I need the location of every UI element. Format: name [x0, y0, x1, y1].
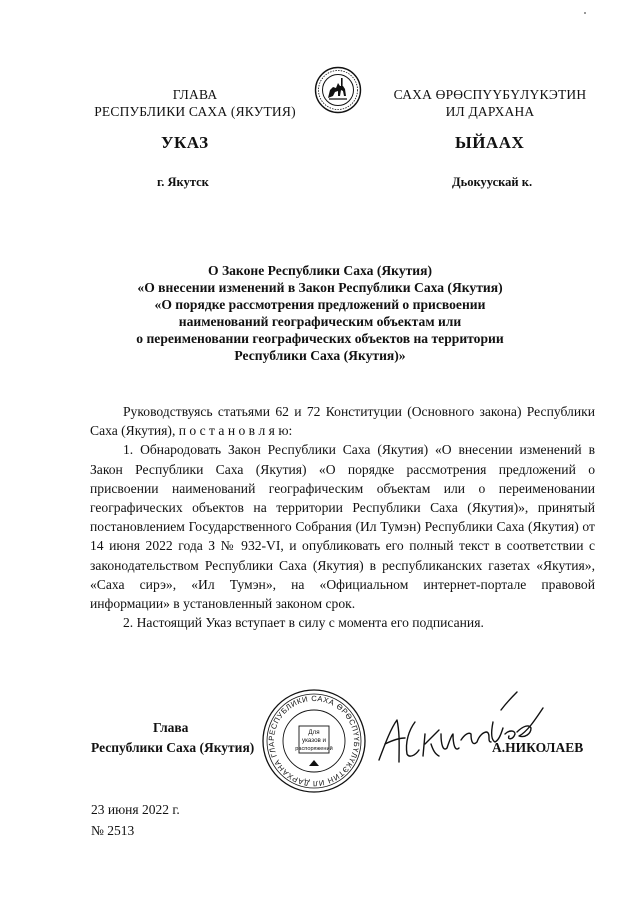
- header-left-line2: РЕСПУБЛИКИ САХА (ЯКУТИЯ): [94, 104, 296, 119]
- signer-position-line1: Глава: [153, 720, 189, 735]
- preamble-paragraph: Руководствуясь статьями 62 и 72 Конституции (Основного закона) Республики Саха (Якутия), п о с т а н о в л я ю:: [90, 404, 595, 439]
- title-line: о переименовании географических объектов на территории: [136, 331, 504, 346]
- title-line: наименований географическим объектам или: [178, 314, 462, 329]
- coat-of-arms-emblem: [314, 66, 362, 114]
- title-line: Республики Саха (Якутия)»: [234, 348, 406, 363]
- signer-position-line2: Республики Саха (Якутия): [91, 740, 255, 755]
- seal-center-line3: распоряжений: [295, 746, 333, 752]
- header-left-line1: ГЛАВА: [172, 87, 218, 102]
- header-right-line1: САХА ӨРӨСПҮҮБҮЛҮКЭТИН: [393, 87, 587, 102]
- decree-title: [80, 262, 560, 364]
- title-line: «О внесении изменений в Закон Республики Саха (Якутия): [137, 280, 503, 295]
- doc-type-left: УКАЗ: [161, 133, 209, 152]
- decree-date: 23 июня 2022 г.: [91, 802, 180, 817]
- decree-body: [90, 402, 595, 632]
- header-right: [375, 86, 605, 120]
- header-left: [80, 86, 310, 120]
- city-left: г. Якутск: [157, 175, 209, 189]
- item-1-paragraph: 1. Обнародовать Закон Республики Саха (Якутия) «О внесении изменений в Закон Республики Саха (Якутия) «О порядке рассмотрения предложений о присвоении наименований географическим объектам или о переименовании географических объектов на территории Республики Саха (Якутия)», принятый постановлением Государственного Собрания (Ил Тумэн) Республики Саха (Якутия) от 14 июня 2022 года З № 932-VI, и опубликовать его полный текст в соответствии с законодательством Республики Саха (Якутия) в республиканских газетах «Якутия», «Саха сирэ», «Ил Тумэн», на «Официальном интернет-портале правовой информации» в установленный законом срок.: [90, 442, 595, 612]
- seal-ring-text: РЕСПУБЛИКИ САХА ӨРӨСПҮҮБҮЛҮКЭТИН ИЛ ДАРХАНА ГЛА: [266, 693, 362, 789]
- title-line: О Законе Республики Саха (Якутия): [207, 263, 433, 278]
- seal-center-line1: Для: [308, 729, 320, 736]
- item-2-paragraph: 2. Настоящий Указ вступает в силу с момента его подписания.: [123, 615, 484, 631]
- doc-type-right: ЫЙААХ: [455, 133, 525, 152]
- signer-name: А.НИКОЛАЕВ: [492, 740, 584, 755]
- header-right-line2: ИЛ ДАРХАНА: [445, 104, 535, 119]
- scan-dot: [584, 12, 586, 14]
- seal-center-line2: указов и: [302, 737, 326, 744]
- city-right: Дьокуускай к.: [452, 175, 533, 189]
- title-line: «О порядке рассмотрения предложений о присвоении: [154, 297, 486, 312]
- official-seal: [261, 688, 367, 794]
- decree-number: № 2513: [91, 823, 135, 838]
